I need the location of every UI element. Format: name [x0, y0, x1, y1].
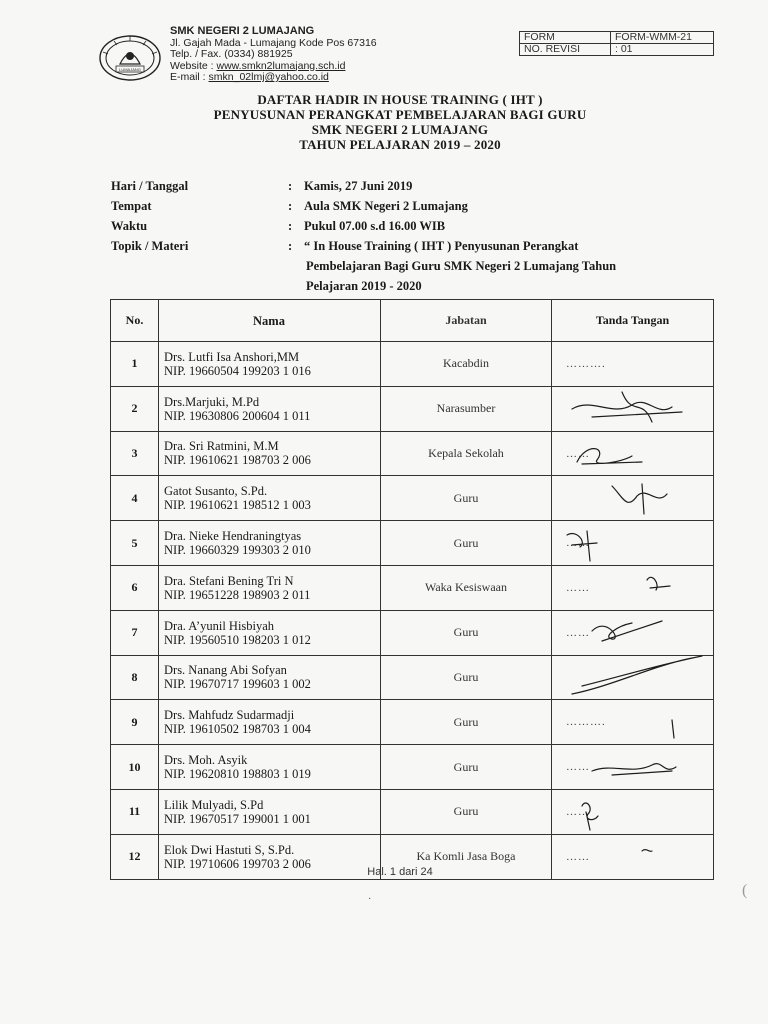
row-number: 3 [111, 431, 159, 476]
school-info [170, 26, 377, 84]
form-label: FORM [520, 32, 611, 44]
attendance-rows [111, 342, 714, 880]
participant-cell [159, 745, 381, 790]
table-row [111, 521, 714, 566]
participant-cell [159, 386, 381, 431]
participant-name: Drs.Marjuki, M.Pd [164, 394, 260, 409]
row-number: 5 [111, 521, 159, 566]
table-row [111, 745, 714, 790]
participant-cell [159, 565, 381, 610]
row-number: 1 [111, 342, 159, 387]
participant-position: Guru [381, 700, 552, 745]
row-number: 11 [111, 789, 159, 834]
colon: : [288, 199, 293, 213]
handwritten-signature [552, 476, 713, 518]
scan-speck: · [368, 894, 372, 905]
signature-cell [552, 565, 714, 610]
form-code: FORM-WMM-21 [611, 32, 714, 44]
participant-name: Drs. Mahfudz Sudarmadji [164, 708, 295, 723]
handwritten-signature [552, 611, 713, 653]
row-number: 12 [111, 834, 159, 879]
participant-name: Dra. A’yunil Hisbiyah [164, 618, 275, 633]
participant-position: Kepala Sekolah [381, 431, 552, 476]
topic-value-line-3: Pelajaran 2019 - 2020 [306, 279, 422, 293]
table-row [111, 789, 714, 834]
attendance-table [110, 299, 714, 880]
title-line-3: SMK NEGERI 2 LUMAJANG [311, 122, 489, 137]
header-name: Nama [159, 300, 381, 342]
participant-nip: NIP. 19560510 198203 1 012 [164, 632, 311, 647]
signature-cell [552, 745, 714, 790]
participant-position: Narasumber [381, 386, 552, 431]
participant-cell [159, 521, 381, 566]
participant-name: Lilik Mulyadi, S.Pd [164, 797, 264, 812]
topic-value-line-2: Pembelajaran Bagi Guru SMK Negeri 2 Lumajang Tahun [306, 259, 617, 273]
signature-dots: ………. [566, 358, 606, 370]
signature-cell [552, 521, 714, 566]
header-no: No. [111, 300, 159, 342]
date-value: Kamis, 27 Juni 2019 [304, 179, 413, 193]
participant-nip: NIP. 19610502 198703 1 004 [164, 722, 311, 737]
signature-dots: …… [566, 850, 590, 863]
school-address: Jl. Gajah Mada - Lumajang Kode Pos 67316 [170, 36, 377, 49]
participant-position: Waka Kesiswaan [381, 565, 552, 610]
participant-cell [159, 655, 381, 700]
participant-name: Gatot Susanto, S.Pd. [164, 484, 268, 499]
header-position: Jabatan [381, 300, 552, 342]
participant-name: Drs. Nanang Abi Sofyan [164, 663, 287, 678]
school-phone: Telp. / Fax. (0334) 881925 [170, 48, 293, 60]
topic-value: “ In House Training ( IHT ) Penyusunan Perangkat [304, 239, 579, 253]
time-value: Pukul 07.00 s.d 16.00 WIB [304, 219, 446, 233]
signature-cell [552, 431, 714, 476]
colon: : [288, 179, 293, 193]
participant-name: Elok Dwi Hastuti S, S.Pd. [164, 842, 295, 857]
table-header-row [111, 300, 714, 342]
colon: : [288, 239, 293, 253]
time-label: Waktu [111, 219, 148, 233]
participant-position: Ka Komli Jasa Boga [381, 834, 552, 879]
handwritten-signature [552, 700, 713, 742]
participant-nip: NIP. 19620810 198803 1 019 [164, 767, 311, 782]
participant-nip: NIP. 19660504 199203 1 016 [164, 363, 311, 378]
participant-position: Guru [381, 521, 552, 566]
handwritten-signature [552, 790, 713, 832]
website-link[interactable]: www.smkn2lumajang.sch.id [216, 59, 346, 72]
table-row [111, 610, 714, 655]
table-row [111, 655, 714, 700]
form-info-box [519, 31, 714, 56]
signature-cell [552, 342, 714, 387]
participant-nip: NIP. 19660329 199303 2 010 [164, 543, 311, 558]
handwritten-signature [552, 745, 713, 787]
participant-cell [159, 789, 381, 834]
school-name: SMK NEGERI 2 LUMAJANG [170, 25, 315, 37]
signature-cell [552, 789, 714, 834]
handwritten-signature [552, 566, 713, 608]
row-number: 8 [111, 655, 159, 700]
table-row [111, 700, 714, 745]
document-title [0, 92, 768, 152]
row-number: 10 [111, 745, 159, 790]
handwritten-signature [552, 387, 713, 429]
participant-position: Guru [381, 745, 552, 790]
participant-nip: NIP. 19670517 199001 1 001 [164, 811, 311, 826]
participant-name: Drs. Lutfi Isa Anshori,MM [164, 349, 300, 364]
date-label: Hari / Tanggal [111, 179, 189, 193]
row-number: 2 [111, 386, 159, 431]
table-row [111, 386, 714, 431]
header-signature: Tanda Tangan [552, 300, 714, 342]
participant-nip: NIP. 19610621 198512 1 003 [164, 498, 311, 513]
participant-position: Guru [381, 789, 552, 834]
scan-speck: ( [742, 882, 748, 899]
handwritten-signature [552, 521, 713, 563]
email-label: E-mail : [170, 71, 209, 83]
website-label: Website : [170, 59, 217, 72]
participant-cell [159, 431, 381, 476]
title-line-4: TAHUN PELAJARAN 2019 – 2020 [299, 137, 501, 152]
topic-label: Topik / Materi [111, 239, 189, 253]
signature-dots: …… [566, 581, 590, 594]
table-row [111, 565, 714, 610]
participant-cell [159, 700, 381, 745]
revision-number: : 01 [611, 44, 714, 56]
table-row [111, 476, 714, 521]
participant-name: Dra. Sri Ratmini, M.M [164, 439, 279, 454]
school-logo [99, 34, 161, 82]
place-value: Aula SMK Negeri 2 Lumajang [304, 199, 468, 213]
page-number: Hal. 1 dari 24 [367, 866, 433, 878]
title-line-1: DAFTAR HADIR IN HOUSE TRAINING ( IHT ) [257, 92, 543, 107]
signature-cell [552, 700, 714, 745]
row-number: 7 [111, 610, 159, 655]
handwritten-signature [552, 432, 713, 474]
participant-position: Guru [381, 610, 552, 655]
signature-cell [552, 386, 714, 431]
row-number: 9 [111, 700, 159, 745]
signature-cell [552, 476, 714, 521]
participant-cell [159, 342, 381, 387]
row-number: 4 [111, 476, 159, 521]
signature-dots: …… [566, 537, 590, 550]
colon: : [288, 219, 293, 233]
participant-cell [159, 476, 381, 521]
participant-name: Dra. Stefani Bening Tri N [164, 573, 294, 588]
place-label: Tempat [111, 199, 152, 213]
participant-cell [159, 610, 381, 655]
email-link[interactable]: smkn_02lmj@yahoo.co.id [208, 71, 329, 83]
participant-position: Kacabdin [381, 342, 552, 387]
signature-dots: …… [566, 761, 590, 774]
signature-dots: …… [566, 805, 590, 818]
participant-position: Guru [381, 655, 552, 700]
handwritten-signature [552, 656, 713, 698]
participant-name: Dra. Nieke Hendraningtyas [164, 529, 302, 544]
participant-nip: NIP. 19610621 198703 2 006 [164, 453, 311, 468]
row-number: 6 [111, 565, 159, 610]
participant-position: Guru [381, 476, 552, 521]
participant-nip: NIP. 19651228 198903 2 011 [164, 587, 311, 602]
table-row [111, 342, 714, 387]
participant-nip: NIP. 19710606 199703 2 006 [164, 856, 311, 871]
participant-nip: NIP. 19630806 200604 1 011 [164, 408, 311, 423]
title-line-2: PENYUSUNAN PERANGKAT PEMBELAJARAN BAGI GURU [213, 107, 587, 122]
signature-dots: ………. [566, 716, 606, 729]
table-row [111, 431, 714, 476]
revision-label: NO. REVISI [520, 44, 611, 56]
school-email-row [170, 72, 377, 84]
signature-cell [552, 655, 714, 700]
svg-text:LUMAJANG: LUMAJANG [119, 67, 141, 72]
signature-cell [552, 610, 714, 655]
participant-nip: NIP. 19670717 199603 1 002 [164, 677, 311, 692]
signature-dots: …… [566, 626, 590, 639]
signature-dots: …… [566, 447, 590, 460]
participant-name: Drs. Moh. Asyik [164, 753, 248, 768]
